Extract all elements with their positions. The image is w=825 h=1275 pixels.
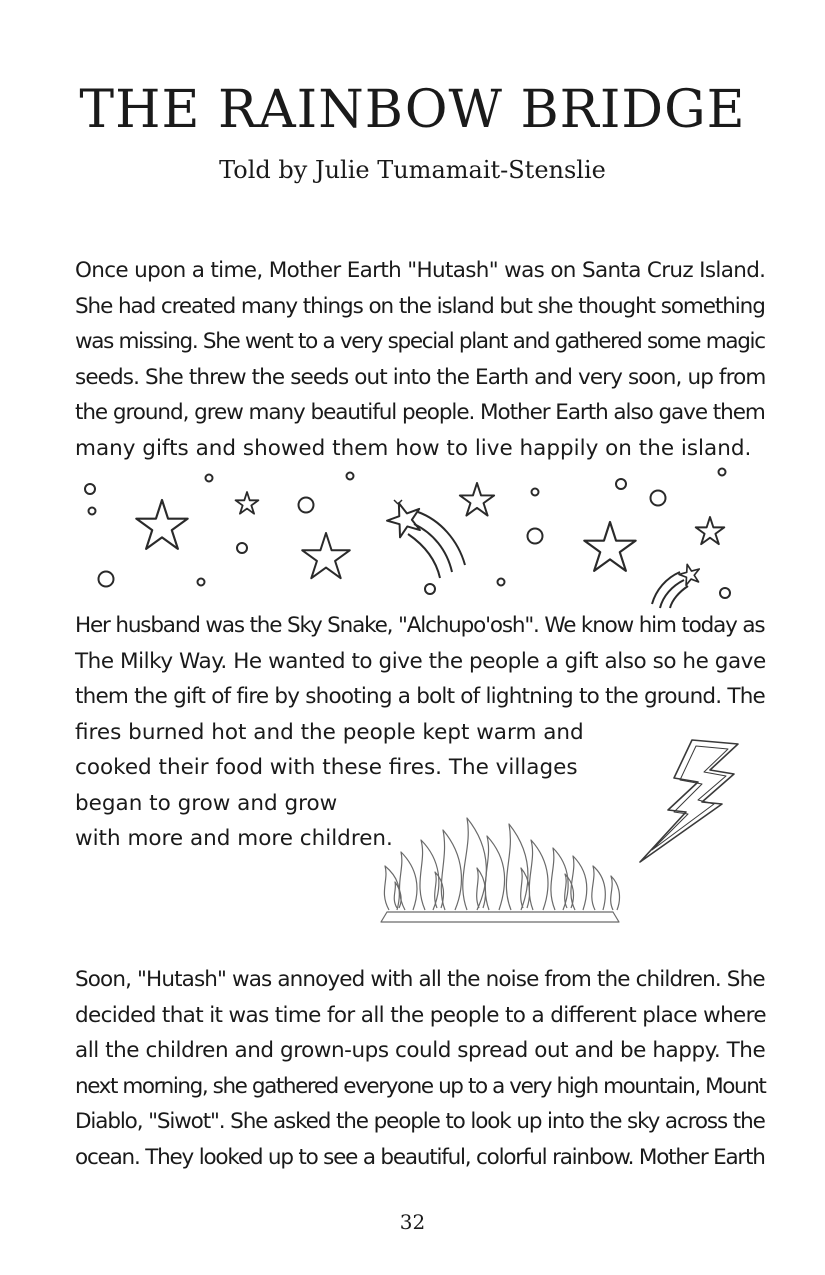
page-number: 32: [399, 1210, 426, 1234]
text-line: next morning, she gathered everyone up to a very high mountain, Mount: [75, 1073, 766, 1099]
text-line: Her husband was the Sky Snake, "Alchupo'osh". We know him today as: [75, 613, 765, 638]
text-line: Once upon a time, Mother Earth "Hutash" was on Santa Cruz Island.: [75, 258, 766, 283]
text-line: decided that it was time for all the people to a different place where: [75, 1002, 766, 1028]
stars-illustration: [0, 465, 825, 605]
text-line: ocean. They looked up to see a beautiful, colorful rainbow. Mother Earth: [75, 1144, 765, 1170]
text-line: fires burned hot and the people kept warm and: [75, 719, 584, 745]
story-paragraph-3: [75, 962, 765, 1175]
text-line: Soon, "Hutash" was annoyed with all the noise from the children. She: [75, 967, 765, 992]
author-byline: Told by Julie Tumamait-Stenslie: [219, 156, 606, 184]
fire-flames-icon: [375, 810, 625, 930]
text-line: cooked their food with these fires. The villages: [75, 755, 578, 780]
text-line: began to grow and grow: [75, 790, 338, 816]
text-line: The Milky Way. He wanted to give the people a gift also so he gave: [75, 648, 766, 674]
text-line: Diablo, "Siwot". She asked the people to look up into the sky across the: [75, 1109, 765, 1134]
text-line: them the gift of fire by shooting a bolt of lightning to the ground. The: [75, 684, 765, 709]
story-paragraph-1: [75, 253, 765, 466]
text-line: was missing. She went to a very special plant and gathered some magic: [75, 329, 765, 354]
text-line: with more and more children.: [75, 826, 393, 851]
text-line: seeds. She threw the seeds out into the Earth and very soon, up from: [75, 364, 766, 390]
text-line: She had created many things on the island but she thought something: [75, 293, 765, 319]
lightning-bolt-icon: [630, 732, 750, 872]
text-line: many gifts and showed them how to live happily on the island.: [75, 435, 752, 461]
text-line: all the children and grown-ups could spread out and be happy. The: [75, 1038, 766, 1063]
text-line: the ground, grew many beautiful people. Mother Earth also gave them: [75, 400, 765, 425]
page-title: THE RAINBOW BRIDGE: [79, 80, 746, 140]
